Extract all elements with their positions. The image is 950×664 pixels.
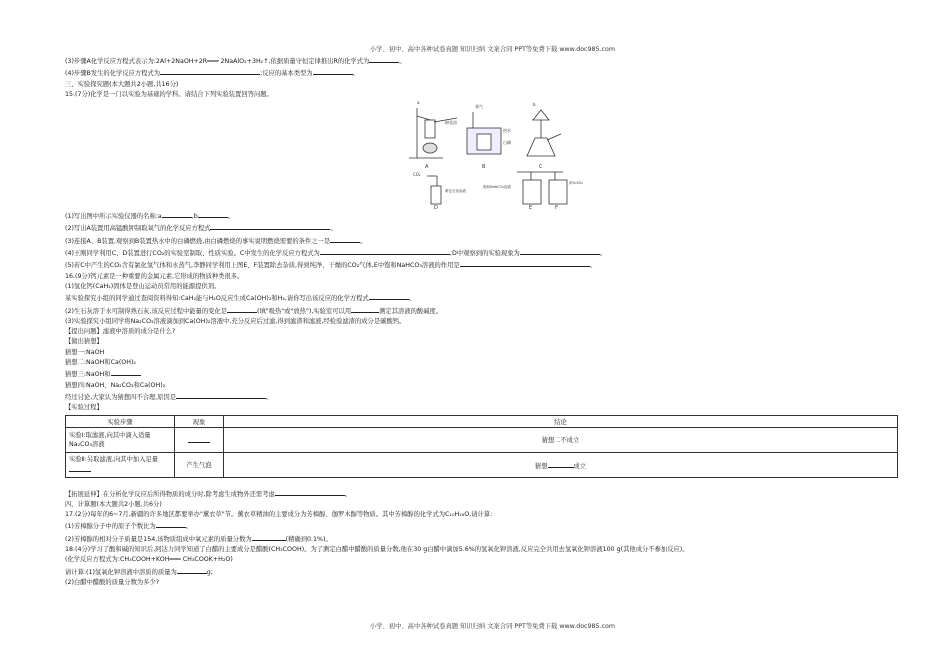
q16-hypothesis-1: 猜想一:NaOH	[65, 348, 105, 356]
table-row	[66, 427, 898, 452]
q16-experiment-title: 【实验过程】	[65, 404, 103, 412]
apparatus-a	[409, 108, 457, 158]
q14-part4: (4)步骤B发生的化学反应方程式为 ;反应的基本类型为 。	[65, 67, 900, 79]
q18-title: 18.(4分)学习了酸和碱的知识后,阿达力同学知道了白醋的主要成分是醋酸(CH₃COOH)。为了测定白醋中醋酸的质量分数,他在30 g白醋中滴加5.6%的氢氧化钾溶液,反应完全共用去氢氧化钾溶液100 g(其他成分不参加反应)。	[65, 546, 689, 554]
header-conclusion: 结论	[224, 415, 898, 427]
label-purple: 紫色石蕊溶液	[445, 189, 466, 194]
document-body	[65, 55, 900, 588]
q15-part5: (5)若C中产生的CO₂含有氯化氢气体和水蒸气,李静同学利用上图E、F装置除去杂质,得到纯净、干燥的CO₂气体,E中饱和NaHCO₃溶液的作用是 。	[65, 259, 900, 271]
q15-part3: (3)连接A、B装置,观察到B装置热水中的白磷燃烧,由白磷燃烧的事实说明燃烧需要的条件之一是 。	[65, 235, 900, 247]
apparatus-figure-def	[65, 170, 900, 210]
label-whitep: 白磷	[503, 140, 511, 146]
q16-discussion: 经过讨论,大家认为猜想四不合理,原因是 。	[65, 391, 900, 403]
q15-part1: (1)写出图中所示实验仪器的名称:a ,b 。	[65, 210, 900, 222]
q16-part1: (1)氢化钙(CaH₂)固体是登山运动员常用的能源提供剂。	[65, 282, 221, 290]
label-fig-a: A	[425, 164, 429, 171]
apparatus-c	[527, 110, 561, 156]
q14-part3: (3)步骤A化学反应方程式表示为:2Al+2NaOH+2R═══ 2NaAlO₂+3H₂↑,依据质量守恒定律推出R的化学式为 。	[65, 55, 900, 67]
q18-part2: (2)白醋中醋酸的质量分数为多少?	[65, 578, 160, 586]
row1-phenomenon	[175, 427, 224, 452]
q16-question: 【提出问题】滤液中溶质的成分是什么?	[65, 328, 176, 336]
table-header-row	[66, 415, 898, 427]
row2-conclusion: 猜想 成立	[224, 452, 898, 477]
q16-hypothesis-2: 猜想二:NaOH和Ca(OH)₂	[65, 359, 136, 367]
label-fig-d: D	[434, 205, 438, 211]
apparatus-figure-abc	[65, 100, 900, 170]
header-phenomenon: 现象	[175, 415, 224, 427]
label-b: b	[533, 102, 536, 108]
q16-hypothesis-title: 【做出猜想】	[65, 338, 103, 346]
q15-title: 15.(7分)化学是一门以实验为基础的学科。请结合下列实验装置回答问题。	[65, 90, 273, 98]
row1-conclusion: 猜想二不成立	[224, 427, 898, 452]
q16-part1-task: 某实验探究小组的同学通过查阅资料得知:CaH₂能与H₂O反应生成Ca(OH)₂和H₂,请你写出该反应的化学方程式 。	[65, 292, 900, 304]
section-three-title: 三、实验探究题(本大题共2小题,共16分)	[65, 80, 179, 88]
label-oxygen: 氧气	[475, 104, 483, 110]
row2-phenomenon: 产生气泡	[175, 452, 224, 477]
q17-title: 17.(2分)每年的6~7月,新疆的许多地区都要举办"薰衣草"节。薰衣草精油的主要成分为芳樟醇、伽罗木醇等物质。其中芳樟醇的化学式为C₁₀H₁₈O,请计算:	[65, 511, 493, 519]
page-header: 小学、初中、高中各种试卷真题 知识归纳 文案合同 PPT等免费下载 www.doc985.com	[369, 46, 615, 53]
header-step: 实验步骤	[66, 415, 175, 427]
label-co2: CO₂	[413, 172, 421, 178]
row1-step: 实验Ⅰ:取滤液,向其中滴入适量Na₂CO₃溶液	[66, 427, 175, 452]
label-nahco3: 饱和NaHCO₃溶液	[483, 185, 511, 190]
label-fig-b: B	[482, 164, 486, 171]
q16-hypothesis-4: 猜想四:NaOH、Na₂CO₃和Ca(OH)₂	[65, 381, 166, 389]
table-row	[66, 452, 898, 477]
q16-hypothesis-3: 猜想三:NaOH和	[65, 368, 900, 380]
q16-extension: 【拓展延伸】在分析化学反应后所得物质的成分时,除考虑生成物外还需考虑 。	[65, 488, 900, 500]
apparatus-b	[467, 112, 501, 154]
q17-part1: (1)芳樟醇分子中的原子个数比为 。	[65, 520, 900, 532]
q16-title: 16.(9分)钙元素是一种重要的金属元素,它形成的物质种类很多。	[65, 272, 244, 280]
label-h2so4: 浓H₂SO₄	[569, 181, 583, 186]
q16-part3: (3)实验探究小组同学将Na₂CO₃溶液滴加到Ca(OH)₂溶液中,充分反应后过滤,得到滤渣和滤液,经检验滤渣的成分是碳酸钙。	[65, 317, 406, 325]
q16-part2: (2)生石灰溶于水可制得熟石灰,该反应过程中能量的变化是 (填"吸热"或"放热"),实验室可以用 测定其溶液的酸碱度。	[65, 305, 900, 317]
q15-part4: (4)王刚同学利用C、D装置进行CO₂的实验室制取、性质实验。C中发生的化学反应方程式为 ;D中观察到的实验现象为 。	[65, 247, 900, 259]
row2-step: 实验Ⅱ:另取滤液,向其中加入足量	[66, 452, 175, 477]
label-a: a	[417, 100, 420, 106]
q17-part2: (2)芳樟醇的相对分子质量是154,该物质组成中氧元素的质量分数为 (精确到0.1%)。	[65, 533, 900, 545]
label-fig-c: C	[539, 164, 543, 171]
apparatus-d	[427, 176, 441, 204]
label-hotwater: 热水	[503, 128, 511, 134]
q18-part1: 请计算:(1)氢氧化钾溶液中溶质的质量为 g;	[65, 566, 900, 578]
page-footer: 小学、初中、高中各种试卷真题 知识归纳 文案合同 PPT等免费下载 www.doc985.com	[369, 623, 615, 630]
q15-part2: (2)写出A装置用高锰酸钾制取氧气的化学反应方程式 。	[65, 222, 900, 234]
label-fig-f: F	[555, 205, 558, 211]
q18-equation: (化学反应方程式为:CH₃COOH+KOH═══ CH₃COOK+H₂O)	[65, 556, 233, 564]
experiment-table	[65, 415, 898, 478]
apparatus-f	[549, 172, 567, 204]
label-cotton: 棉花团	[445, 120, 457, 126]
section-four-title: 四、计算题(本大题共2小题,共6分)	[65, 500, 162, 508]
label-fig-e: E	[529, 205, 533, 211]
